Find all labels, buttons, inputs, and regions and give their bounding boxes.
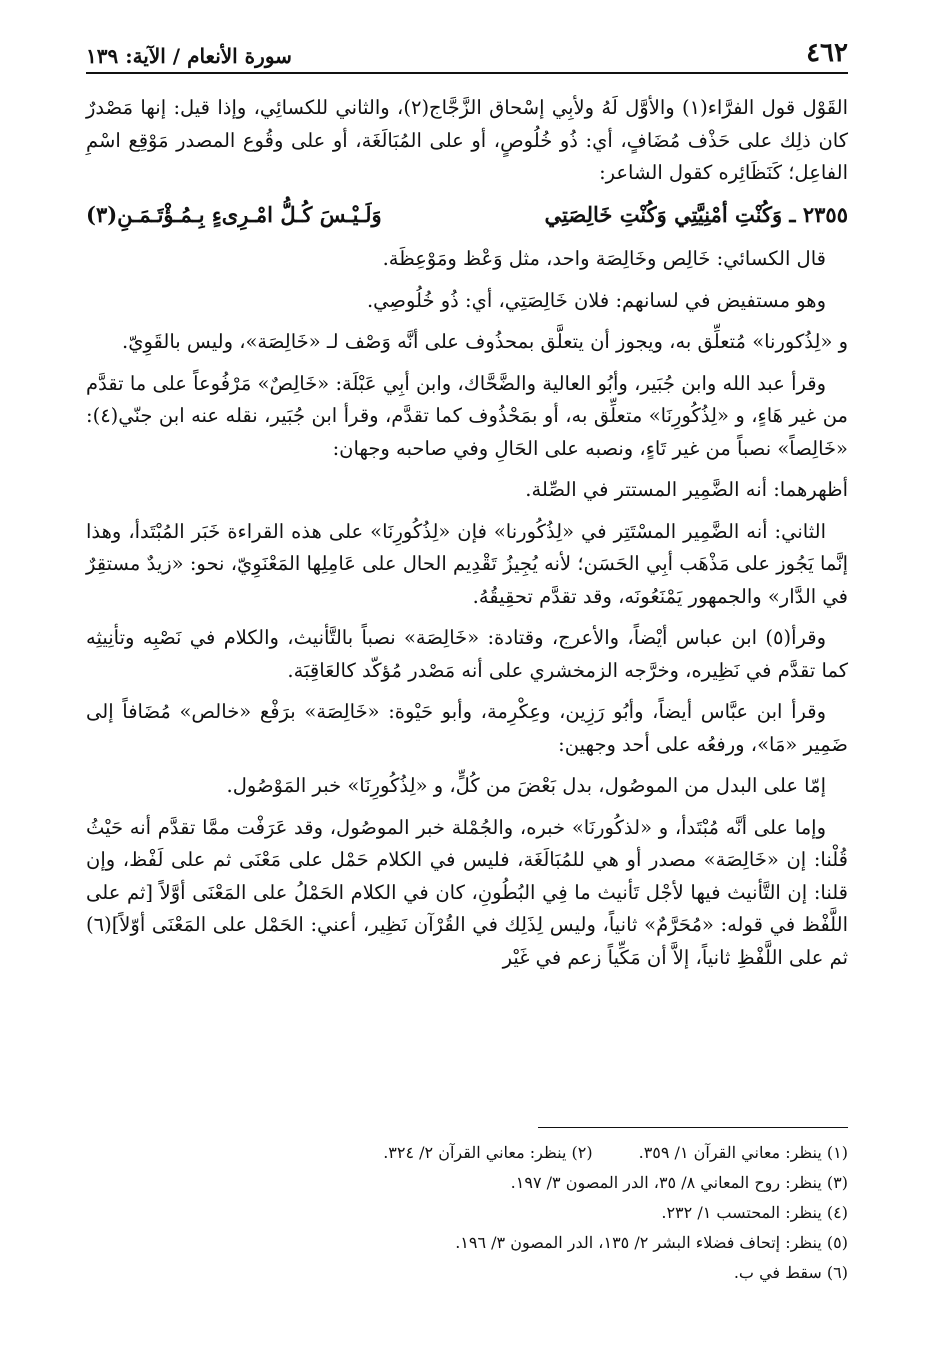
footnote-1: (١) ينظر: معاني القرآن ١/ ٣٥٩. [638, 1143, 848, 1162]
paragraph-11: وإما على أنَّه مُبْتَدأ، و «لذكُورنَا» خبره، والجُمْلة خبر الموصُول، وقد عَرَفْت ممَّا تقدَّم أنه حَيْثُ قُلْنا: إن «خَالِصَة» مصدر أو هي للمُبَالَغَة، فليس في الكلام حَمْل على مَعْنَى ثم على لَفْظ، وإن قلنا: إن التَّأنيث فيها لأجْل تَأنيث ما فِي البُطُونِ، كان في الكلام الحَمْلُ على المَعْنَى أوَّلاً [ثم على اللَّفْظ في قوله: «مُحَرَّمٌ» ثانياً، وليس لِذَلِك في القُرْآن نَظِير، أعني: الحَمْل على المَعْنَى أوّلاً](٦) ثم على اللَّفْظِ ثانياً، إلاَّ أن مَكِّياً زعم في غَيْر [86, 815, 848, 969]
verse-first-hemistich: ٢٣٥٥ ـ وَكُنْتِ أمْنِيَّتِي وَكُنْتِ خَالِصَتِي [544, 201, 848, 227]
paragraph-2: قال الكسائي: خَالِص وخَالِصَة واحد، مثل وَعْظ ومَوْعِظَة. [382, 247, 826, 270]
page-header [86, 28, 848, 74]
page-number: ٤٦٢ [806, 38, 848, 68]
footnote-row [86, 1138, 848, 1168]
footnote-3: (٣) ينظر: روح المعاني ٨/ ٣٥، الدر المصون ٣/ ١٩٧. [510, 1173, 848, 1192]
footnotes [86, 1138, 848, 1288]
paragraph-5: وقرأ عبد الله وابن جُبَير، وأبُو العالية والضَّحَّاك، وابن أبِي عَبْلَة: «خَالِصٌ» مَرْفُوعاً على ما تقدَّم من غير هَاءٍ، و «لِذُكُورِنَا» متعلِّق به، أو بمَحْذُوف كما تقدَّم، وقرأ ابن جُبَير، نقله عنه ابن جنّي(٤): «خَالِصاً» نصباً من غير تَاءٍ، ونصبه على الحَالِ وفي صاحبه وجهان: [86, 371, 848, 460]
paragraph-4: و «لِذُكورنا» مُتعلِّق به، ويجوز أن يتعلَّق بمحذُوف على أنَّه وَصْف لـ «خَالِصَة»، وليس بالقَوِيّ. [122, 330, 848, 353]
footnote-2: (٢) ينظر: معاني القرآن ٢/ ٣٢٤. [383, 1143, 593, 1162]
main-text [86, 92, 848, 983]
paragraph-6: أظهرهما: أنه الضَّمِير المستتر في الصِّلة. [525, 478, 848, 501]
paragraph-7: الثاني: أنه الضَّمِير المسْتَتِر في «لِذُكُورنا» فإن «لِذُكُورِنَا» على هذه القراءة خَبَر المُبْتَدأ، وهذا إنَّما يَجُوز على مَذْهَب أبِي الحَسَن؛ لأنه يُجِيزُ تَقْدِيم الحال على عَامِلِها المَعْنَوِيّ، نحو: «زيدٌ مستقِرٌ في الدَّار» والجمهور يَمْنَعُونَه، وقد تقدَّم تحقِيقُهُ. [86, 519, 848, 608]
footnote-5: (٥) ينظر: إتحاف فضلاء البشر ٢/ ١٣٥، الدر المصون ٣/ ١٩٦. [455, 1233, 848, 1252]
paragraph-3: وهو مستفيض في لسانهم: فلان خَالِصَتِي، أي: ذُو خُلُوصِي. [366, 288, 826, 312]
paragraph-8: وقرأ(٥) ابن عباس أيْضاً، والأعرج، وقتادة: «خَالِصَة» نصباً بالتَّأنيث، والكلام في نَصْبِه وتأنِيثِه كما تقدَّم في نَظِيره، وخرَّجه الزمخشري على أنه مَصْدر مُؤكّد كالعَاقِبَة. [86, 626, 848, 682]
footnote-6: (٦) سقط في ب. [733, 1263, 848, 1282]
poetry-verse [86, 199, 848, 232]
paragraph-10: إمّا على البدل من الموصُول، بدل بَعْضَ من كُلٍّ، و «لِذُكُورِنَا» خبر المَوْصُول. [226, 774, 826, 797]
verse-second-hemistich: وَلَـيْـسَ كُـلُّ امْـرِىءٍ بِـمُـؤْتَـمَـنِ(٣) [86, 201, 382, 227]
footnote-divider [538, 1127, 848, 1128]
footnote-4: (٤) ينظر: المحتسب ١/ ٢٣٢. [661, 1203, 848, 1222]
paragraph-9: وقرأ ابن عبَّاس أيضاً، وأبُو رَزِين، وعِكْرِمة، وأبو حَيْوة: «خَالِصَة» برَفْع «خالص» مُضَافاً إلى ضَمِير «مَا»، ورفعُه على أحد وجهين: [86, 700, 848, 756]
paragraph-1: القَوْل قول الفرَّاء(١) والأوَّل لَهُ ولأبِي إسْحاق الزَّجَّاج(٢)، والثاني للكسائِي، وإذا قيل: إنها مَصْدرٌ كان ذلِك على حَذْف مُضَافٍ، أي: ذُو خُلُوصٍ، أو على المُبَالَغَة، أو على وقُوع المصدر مَوْقِع اسْمِ الفاعِل؛ كَنَظَائِره كقول الشاعر: [86, 96, 848, 184]
running-title: سورة الأنعام / الآية: ١٣٩ [86, 44, 292, 68]
